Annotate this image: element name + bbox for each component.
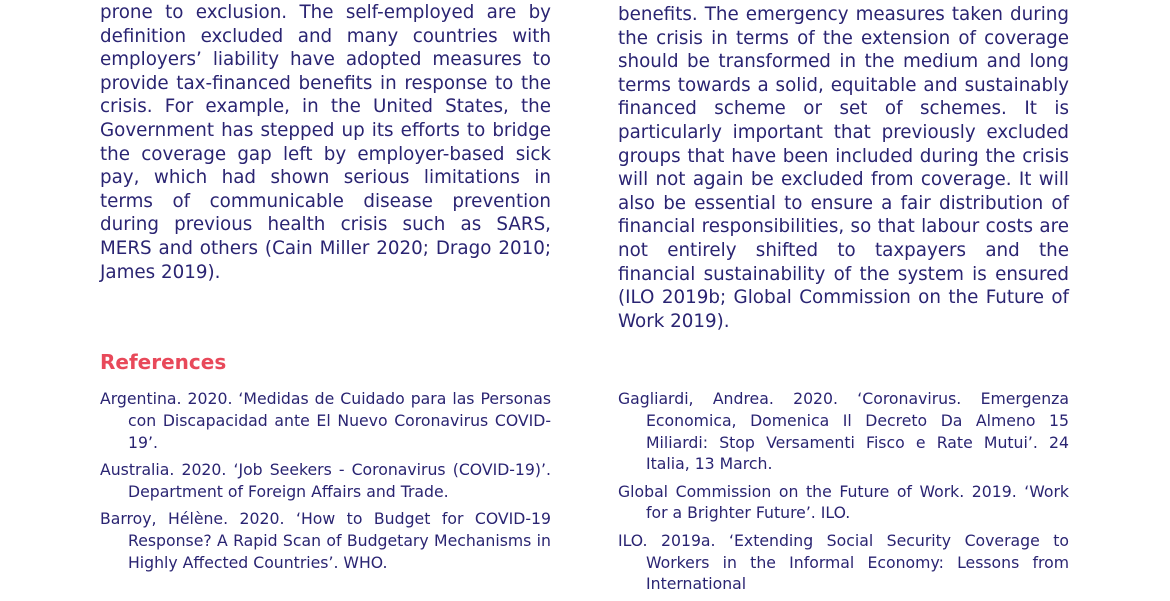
reference-item: Gagliardi, Andrea. 2020. ‘Coronavirus. Emergenza Economica, Domenica Il Decreto Da Almeno 15 Miliardi: Stop Versamenti Fisco e Rate Mutui’. 24 Italia, 13 March. <box>618 389 1069 474</box>
reference-item: ILO. 2019a. ‘Extending Social Security Coverage to Workers in the Informal Economy: Lessons from International <box>618 530 1069 594</box>
reference-item: Global Commission on the Future of Work. 2019. ‘Work for a Brighter Future’. ILO. <box>618 481 1069 523</box>
reference-item: Argentina. 2020. ‘Medidas de Cuidado para las Personas con Discapacidad ante El Nuevo Coronavirus COVID-19’. <box>100 389 551 452</box>
body-paragraph-right: benefits. The emergency measures taken during the crisis in terms of the extension of coverage should be transformed in the medium and long terms towards a solid, equitable and sustainably financed scheme or set of schemes. It is particularly important that previously excluded groups that have been included during the crisis will not again be excluded from coverage. It will also be essential to ensure a fair distribution of financial responsibilities, so that labour costs are not entirely shifted to taxpayers and the financial sustainability of the system is ensured (ILO 2019b; Global Commission on the Future of Work 2019). <box>618 4 1069 332</box>
reference-item: Australia. 2020. ‘Job Seekers - Coronavirus (COVID-19)’. Department of Foreign Affairs and Trade. <box>100 459 551 501</box>
reference-item: Barroy, Hélène. 2020. ‘How to Budget for COVID-19 Response? A Rapid Scan of Budgetary Mechanisms in Highly Affected Countries’. WHO. <box>100 508 551 572</box>
references-heading: References <box>100 350 227 374</box>
body-paragraph-left: prone to exclusion. The self-employed are by definition excluded and many countries with employers’ liability have adopted measures to provide tax-financed benefits in response to the crisis. For example, in the United States, the Government has stepped up its efforts to bridge the coverage gap left by employer-based sick pay, which had shown serious limitations in terms of communicable disease prevention during previous health crisis such as SARS, MERS and others (Cain Miller 2020; Drago 2010; James 2019). <box>100 2 551 283</box>
references-list-left <box>100 388 551 579</box>
references-list-right <box>618 388 1069 601</box>
